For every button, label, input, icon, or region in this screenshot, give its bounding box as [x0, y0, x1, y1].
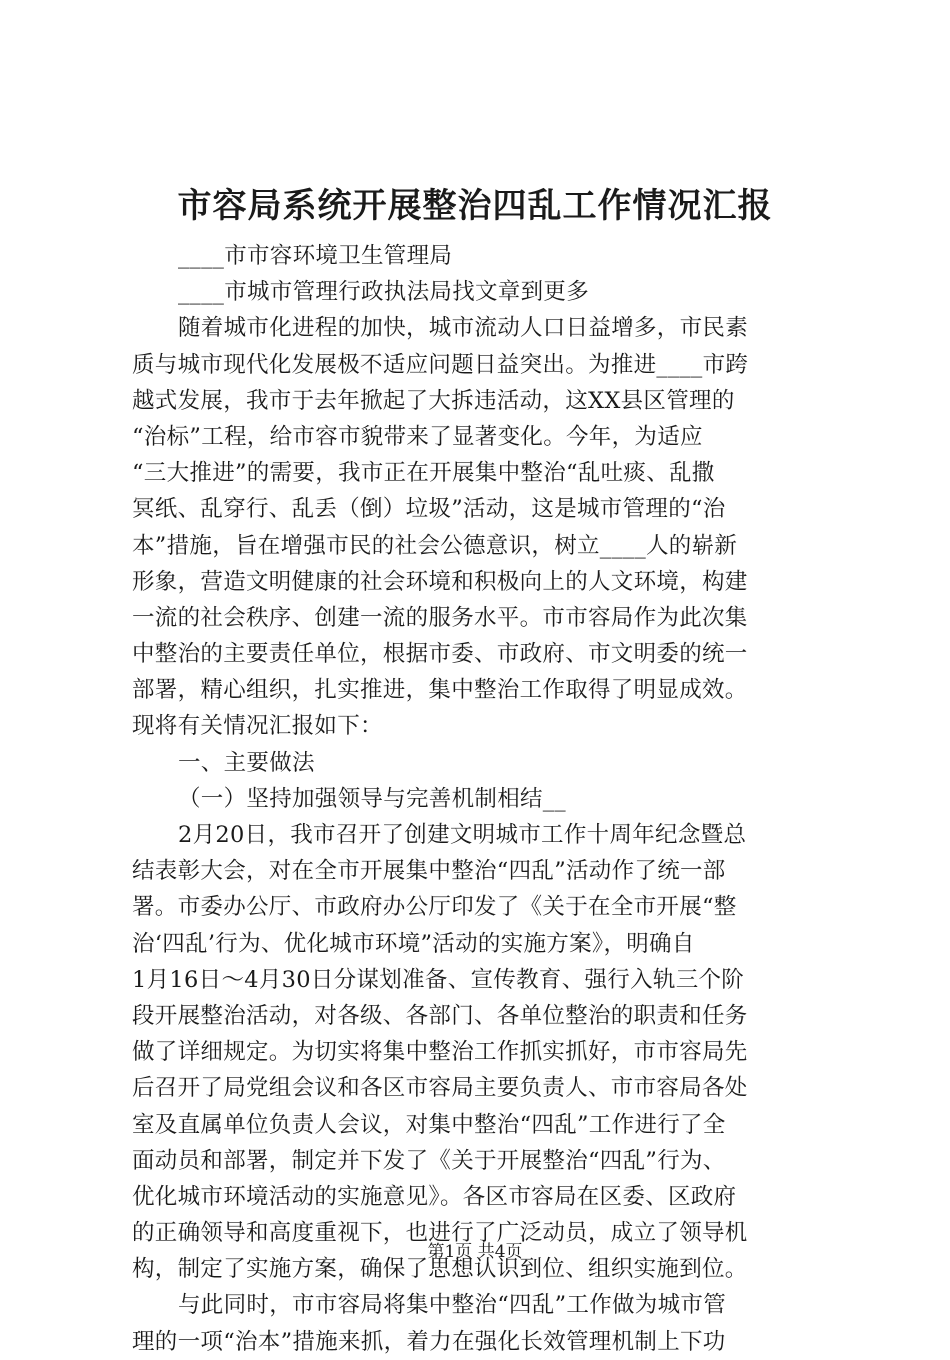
text-line: “治标”工程，给市容市貌带来了显著变化。今年，为适应: [132, 423, 703, 450]
text-line: 随着城市化进程的加快，城市流动人口日益增多，市民素: [178, 315, 749, 342]
text-line: ____市城市管理行政执法局找文章到更多: [178, 279, 590, 306]
text-line: 段开展整治活动，对各级、各部门、各单位整治的职责和任务: [132, 1002, 748, 1029]
text-line: 构，制定了实施方案，确保了思想认识到位、组织实施到位。: [132, 1256, 748, 1283]
text-line: 与此同时，市市容局将集中整治“四乱”工作做为城市管: [178, 1292, 727, 1319]
text-line: 治‘四乱’行为、优化城市环境”活动的实施方案》，明确自: [132, 930, 695, 957]
text-line: 部署，精心组织，扎实推进，集中整治工作取得了明显成效。: [132, 677, 748, 704]
text-line: 做了详细规定。为切实将集中整治工作抓实抓好，市市容局先: [132, 1039, 748, 1066]
text-line: 1月16日～4月30日分谋划准备、宣传教育、强行入轨三个阶: [132, 966, 745, 993]
text-line: 2月20日，我市召开了创建文明城市工作十周年纪念暨总: [178, 822, 747, 848]
text-line: 面动员和部署，制定并下发了《关于开展整治“四乱”行为、: [132, 1147, 726, 1174]
text-line: 室及直属单位负责人会议，对集中整治“四乱”工作进行了全: [132, 1111, 726, 1138]
text-line: 本”措施，旨在增强市民的社会公德意识，树立____人的崭新: [132, 532, 738, 559]
text-line: ____市市容环境卫生管理局: [178, 243, 453, 269]
text-line: 形象，营造文明健康的社会环境和积极向上的人文环境，构建: [132, 568, 748, 595]
text-line: 质与城市现代化发展极不适应问题日益突出。为推进____市跨: [132, 351, 749, 378]
text-line: 越式发展，我市于去年掀起了大拆违活动，这XX县区管理的: [132, 387, 735, 414]
text-line: 中整治的主要责任单位，根据市委、市政府、市文明委的统一: [132, 641, 748, 668]
text-line: 一流的社会秩序、创建一流的服务水平。市市容局作为此次集: [132, 604, 748, 631]
page-footer: 第1页 共4页: [427, 1242, 523, 1262]
text-line: 理的一项“治本”措施来抓，着力在强化长效管理机制上下功: [132, 1328, 726, 1355]
text-line: 后召开了局党组会议和各区市容局主要负责人、市市容局各处: [132, 1075, 748, 1102]
text-line: （一）坚持加强领导与完善机制相结__: [178, 785, 566, 812]
text-line: 冥纸、乱穿行、乱丢（倒）垃圾”活动，这是城市管理的“治: [132, 496, 726, 523]
text-line: 结表彰大会，对在全市开展集中整治“四乱”活动作了统一部: [132, 858, 726, 885]
text-line: 署。市委办公厅、市政府办公厅印发了《关于在全市开展“整: [132, 894, 737, 921]
text-line: 一、主要做法: [178, 749, 315, 776]
text-line: “三大推进”的需要，我市正在开展集中整治“乱吐痰、乱撒: [132, 460, 715, 487]
text-line: 优化城市环境活动的实施意见》。各区市容局在区委、区政府: [132, 1183, 737, 1210]
text-line: 的正确领导和高度重视下，也进行了广泛动员，成立了领导机: [132, 1220, 748, 1247]
document-body: [132, 238, 832, 1360]
document-title: 市容局系统开展整治四乱工作情况汇报: [177, 186, 773, 226]
text-line: 现将有关情况汇报如下：: [132, 713, 383, 740]
